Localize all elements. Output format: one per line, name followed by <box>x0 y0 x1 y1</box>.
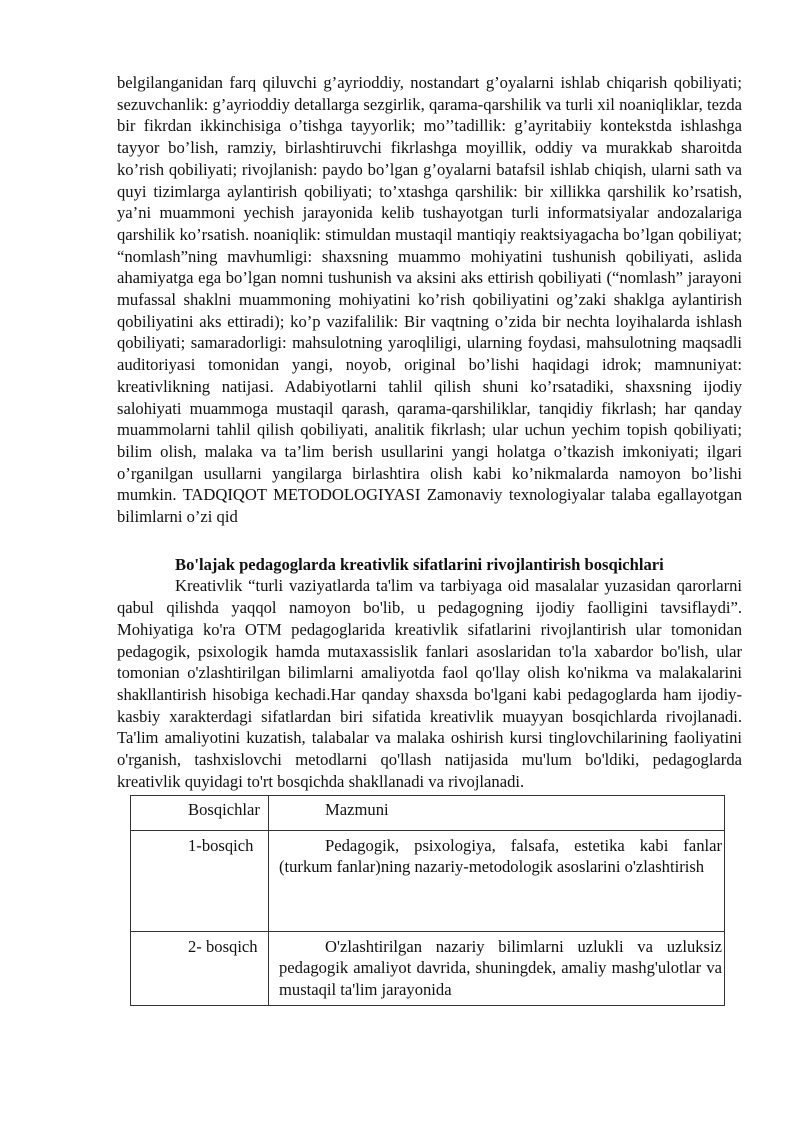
row-content-text: O'zlashtirilgan nazariy bilimlarni uzlukli va uzluksiz pedagogik amaliyot davrida, shuningdek, amaliy mashg'ulotlar va mustaqil ta'lim jarayonida <box>279 936 722 999</box>
stages-table <box>130 795 725 1006</box>
body-paragraph: belgilanganidan farq qiluvchi g’ayrioddiy, nostandart g’oyalarni ishlab chiqarish qobiliyati; sezuvchanlik: g’ayrioddiy detallarga sezgirlik, qarama-qarshilik va turli xil noaniqliklar, tezda bir fikrdan ikkinchisiga o’tishga tayyorlik; mo’’tadillik: g’ayritabiiy kontekstda ishlashga tayyor bo’lish, ramziy, birlashtiruvchi fikrlashga moyillik, oddiy va murakkab sharoitda ko’rish qobiliyati; rivojlanish: paydo bo’lgan g’oyalarni batafsil ishlab chiqish, ularni sath va quyi tizimlarga aylantirish qobiliyati; to’xtashga qarshilik: bir xillikka qarshilik ko’rsatish, ya’ni muammoni yechish jarayonida kelib tushayotgan turli informatsiyalar andozalariga qarshilik ko’rsatish. noaniqlik: stimuldan mustaqil mantiqiy reaktsiyagacha bo’lgan qobiliyat; “nomlash”ning mavhumligi: shaxsning muammo mohiyatini tushunish qobiliyati, aslida ahamiyatga ega bo’lgan nomni tushunish va aksini aks ettirish qobiliyati (“nomlash” jarayoni mufassal shaklni muammoning mohiyatini ko’rish qobiliyatini og’zaki shaklga aylantirish qobiliyatini aks ettiradi); ko’p vazifalilik: Bir vaqtning o’zida bir nechta loyihalarda ishlash qobiliyati; samaradorligi: mahsulotning yaroqliligi, ularning foydasi, mahsulotning maqsadli auditoriyasi tomonidan yangi, noyob, original bo’lishi haqidagi idrok; mamnuniyat: kreativlikning natijasi. Adabiyotlarni tahlil qilish shuni ko’rsatadiki, shaxsning ijodiy salohiyati muammoga mustaqil qarash, qarama-qarshiliklar, tanqidiy fikrlash; har qanday muammolarni tahlil qilish qobiliyati, analitik fikrlash; ular uchun yechim topish qobiliyati; bilim olish, malaka va ta’lim berish usullarini yangi holatga o’tkazish imkoniyati; ilgari o’rganilgan usullarni yangilarga birlashtira olish kabi ko’nikmalarda namoyon bo’lishi mumkin. TADQIQOT METODOLOGIYASI Zamonaviy texnologiyalar talaba egallayotgan bilimlarni o’zi qid <box>117 73 742 527</box>
row-content-text: Pedagogik, psixologiya, falsafa, estetika kabi fanlar (turkum fanlar)ning nazariy-metodologik asoslarini o'zlashtirish <box>279 835 722 877</box>
header-content-label: Mazmuni <box>325 799 389 819</box>
table-header-row <box>131 795 725 830</box>
row-content <box>269 931 725 1005</box>
table-row <box>131 830 725 931</box>
section-paragraph: Kreativlik “turli vaziyatlarda ta'lim va tarbiyaga oid masalalar yuzasidan qarorlarni qabul qilishda yaqqol namoyon bo'lib, u pedagogning ijodiy faolligini tavsiflaydi”. Mohiyatiga ko'ra OTM pedagoglarida kreativlik sifatlarini rivojlantirish ular tomonidan pedagogik, psixologik hamda mutaxassislik fanlari asoslaridan to'la xabardor bo'lish, ular tomonian o'zlashtirilgan bilimlarni amaliyotda faol qo'llay olish ko'nikma va malakalarini shakllantirish hisobiga kechadi.Har qanday shaxsda bo'lgani kabi pedagoglarda ham ijodiy-kasbiy xarakterdagi sifatlardan biri sifatida kreativlik muayyan bosqichlarda rivojlanadi. Ta'lim amaliyotini kuzatish, talabalar va malaka oshirish kursi tinglovchilarining faoliyatini o'rganish, tashxislovchi metodlarni qo'llash natijasida mu'lum bo'ldiki, pedagoglarda kreativlik quyidagi to'rt bosqichda shakllanadi va rivojlanadi. <box>117 576 742 791</box>
section-heading: Bo'lajak pedagoglarda kreativlik sifatlarini rivojlantirish bosqichlari <box>175 554 664 574</box>
header-stage: Bosqichlar <box>131 795 269 830</box>
row-stage: 2- bosqich <box>131 931 269 1005</box>
row-content <box>269 830 725 931</box>
row-stage: 1-bosqich <box>131 830 269 931</box>
header-content <box>269 795 725 830</box>
table-row <box>131 931 725 1005</box>
